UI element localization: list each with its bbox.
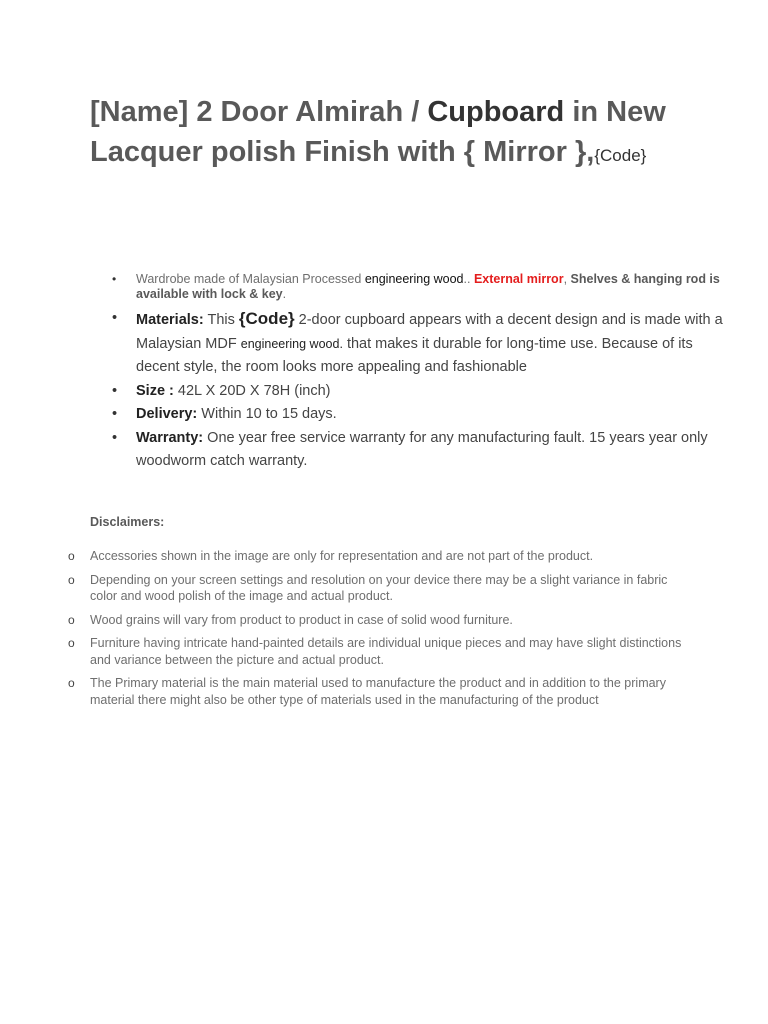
wardrobe-sep: .. bbox=[463, 272, 474, 286]
title-part-2: Cupboard bbox=[427, 96, 565, 128]
disclaimer-text: Accessories shown in the image are only for representation and are not part of the product. bbox=[90, 549, 594, 563]
list-marker: o bbox=[68, 612, 75, 627]
delivery-label: Delivery: bbox=[136, 406, 198, 422]
size-value: 42L X 20D X 78H (inch) bbox=[173, 382, 331, 399]
disclaimer-item bbox=[68, 612, 690, 629]
disclaimer-item bbox=[68, 635, 690, 668]
disclaimer-text: Wood grains will vary from product to product in case of solid wood furniture. bbox=[90, 612, 513, 627]
title-part-1: [Name] 2 Door Almirah / bbox=[90, 96, 428, 128]
materials-text-3: that makes it durable for long-time use. Because of its decent style, the room looks more appealing and fashionable bbox=[136, 335, 693, 375]
feature-warranty bbox=[136, 427, 736, 474]
disclaimer-text: The Primary material is the main material used to manufacture the product and in addition to the primary material there might also be other type of materials used in the manufacturing of the product bbox=[90, 676, 666, 707]
disclaimer-list bbox=[68, 548, 690, 715]
feature-delivery bbox=[136, 403, 736, 427]
product-title bbox=[90, 92, 690, 176]
feature-wardrobe bbox=[136, 272, 736, 302]
disclaimer-item bbox=[68, 548, 690, 565]
feature-size bbox=[136, 380, 736, 404]
materials-text-1: This bbox=[203, 312, 239, 328]
wardrobe-engineering-wood: engineering wood bbox=[364, 272, 464, 286]
warranty-value: One year free service warranty for any manufacturing fault. 15 years year only woodworm catch warranty. bbox=[136, 429, 708, 469]
disclaimer-text: Depending on your screen settings and resolution on your device there may be a slight variance in fabric color and wood polish of the image and actual product. bbox=[90, 572, 668, 603]
wardrobe-text: Wardrobe made of Malaysian Processed bbox=[136, 272, 365, 286]
list-marker: o bbox=[68, 549, 75, 563]
title-code: {Code} bbox=[594, 146, 647, 165]
disclaimer-text: Furniture having intricate hand-painted details are individual unique pieces and may have slight distinctions and variance between the picture and actual product. bbox=[90, 636, 682, 667]
list-marker: o bbox=[68, 572, 75, 587]
size-label: Size : bbox=[136, 382, 174, 399]
delivery-value: Within 10 to 15 days. bbox=[197, 406, 337, 422]
wardrobe-end: . bbox=[282, 287, 287, 301]
feature-materials bbox=[136, 307, 736, 380]
shelves-text: Shelves & hanging rod is available with lock & key bbox=[136, 272, 720, 301]
disclaimers-heading: Disclaimers: bbox=[90, 515, 165, 529]
materials-label: Materials: bbox=[136, 312, 204, 328]
title-part-3: in New Lacquer polish Finish with { Mirror }, bbox=[90, 96, 666, 168]
disclaimer-item bbox=[68, 675, 690, 708]
disclaimer-item bbox=[68, 572, 690, 605]
warranty-label: Warranty: bbox=[136, 429, 204, 446]
wardrobe-sep-2: , bbox=[563, 272, 571, 286]
external-mirror-text: External mirror bbox=[473, 272, 564, 286]
materials-engineering-wood: engineering wood. bbox=[240, 336, 343, 351]
materials-text-2: 2-door cupboard appears with a decent design and is made with a Malaysian MDF bbox=[136, 312, 723, 352]
list-marker: o bbox=[68, 636, 75, 650]
materials-code: {Code} bbox=[238, 309, 295, 328]
list-marker: o bbox=[68, 676, 75, 690]
feature-list bbox=[90, 272, 736, 474]
